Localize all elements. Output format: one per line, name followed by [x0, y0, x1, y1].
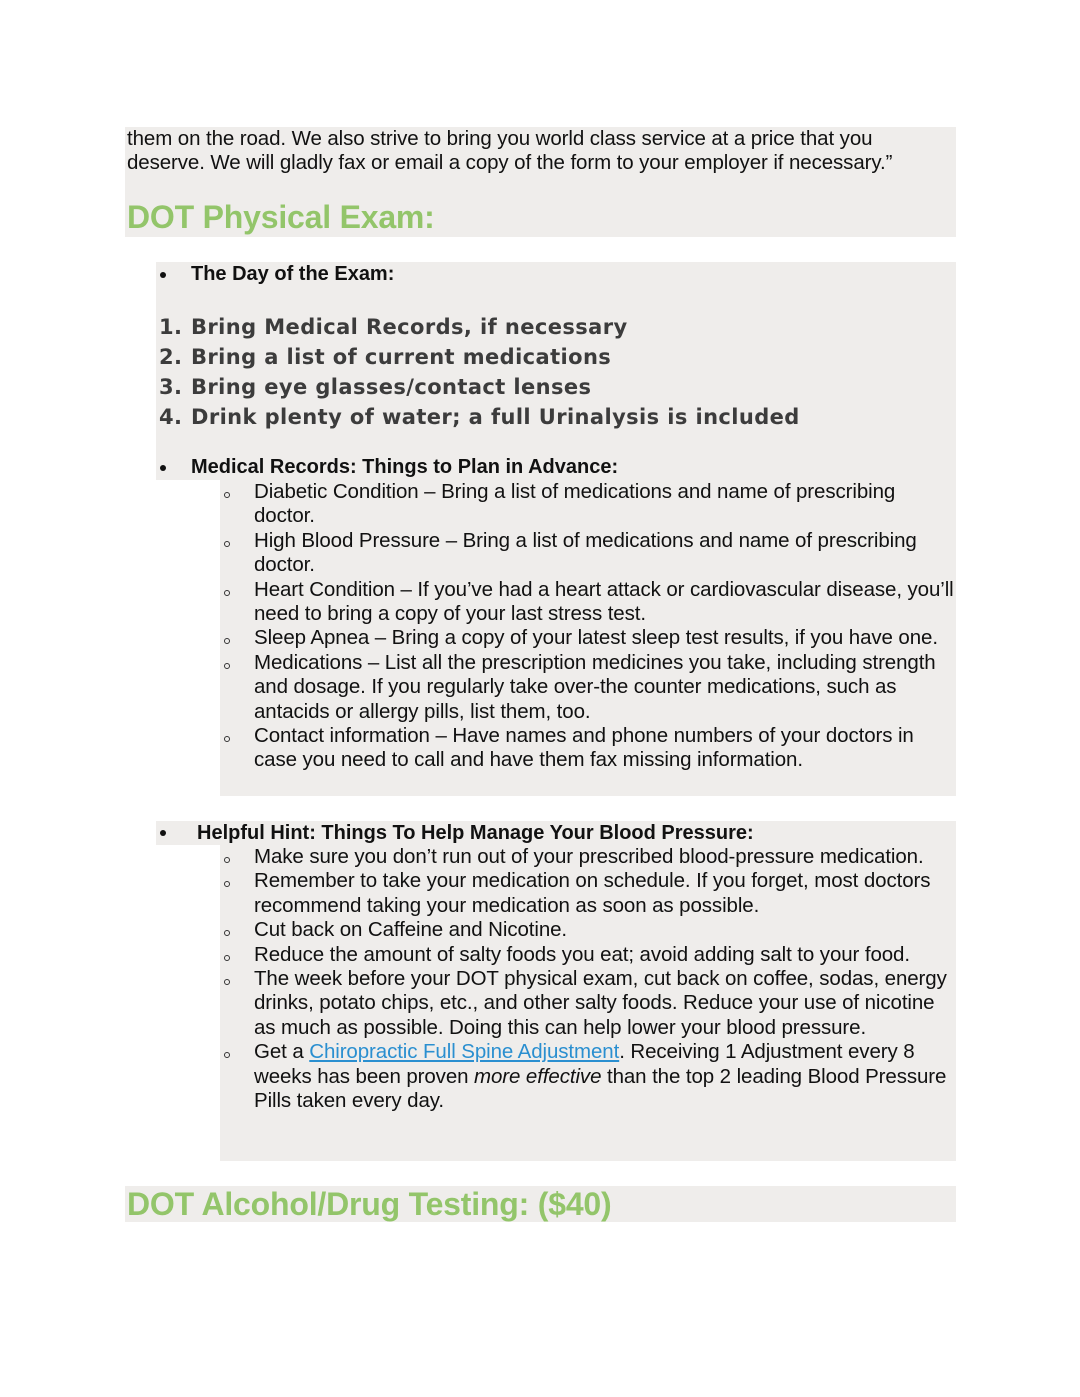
list-item-text: Cut back on Caffeine and Nicotine. — [254, 918, 568, 942]
list-item — [220, 480, 956, 529]
list-item — [220, 967, 956, 1040]
list-item — [220, 651, 956, 724]
step-number: 1. — [159, 315, 183, 339]
circle-bullet-icon — [224, 663, 230, 669]
circle-bullet-icon — [224, 857, 230, 863]
medical-records-heading: Medical Records: Things to Plan in Advance: — [191, 456, 619, 478]
list-item-text: Reduce the amount of salty foods you eat; avoid adding salt to your food. — [254, 942, 910, 966]
medical-records-list — [220, 480, 956, 796]
list-item — [220, 869, 956, 918]
exam-step — [159, 312, 628, 342]
chiropractic-adjustment-link[interactable]: Chiropractic Full Spine Adjustment — [309, 1040, 620, 1064]
list-item-text: High Blood Pressure – Bring a list of medications and name of prescribing doctor. — [254, 528, 917, 577]
circle-bullet-icon — [224, 955, 230, 961]
circle-bullet-icon — [224, 979, 230, 985]
step-number: 2. — [159, 345, 183, 369]
bullet-icon — [160, 272, 166, 278]
day-of-exam-heading: The Day of the Exam: — [191, 263, 395, 285]
list-item-text: Make sure you don’t run out of your prescribed blood-pressure medication. — [254, 845, 924, 868]
intro-text: them on the road. We also strive to bring you world class service at a price that you deserve. We will gladly fax or email a copy of the form to your employer if necessary.” — [127, 127, 893, 174]
list-item — [220, 626, 956, 650]
step-number: 3. — [159, 375, 183, 399]
list-item — [220, 943, 956, 967]
exam-step — [159, 342, 611, 372]
circle-bullet-icon — [224, 930, 230, 936]
circle-bullet-icon — [224, 736, 230, 742]
drug-testing-section — [125, 1186, 956, 1222]
emphasis-text: more effective — [474, 1064, 602, 1088]
step-text: Bring a list of current medications — [191, 345, 612, 369]
list-item — [220, 1040, 956, 1113]
list-item-text: Heart Condition – If you’ve had a heart attack or cardiovascular disease, you’ll need to bring a copy of your last stress test. — [254, 577, 954, 626]
list-item-text: . Receiving 1 Adjustment every 8 weeks has been proven — [254, 1040, 915, 1088]
drug-testing-heading: DOT Alcohol/Drug Testing: ($40) — [127, 1186, 612, 1222]
physical-exam-heading: DOT Physical Exam: — [127, 199, 435, 235]
circle-bullet-icon — [224, 590, 230, 596]
list-item-text: than the top 2 leading Blood Pressure Pills taken every day. — [254, 1064, 947, 1113]
helpful-hint-list — [220, 845, 956, 1161]
circle-bullet-icon — [224, 492, 230, 498]
helpful-hint-heading: Helpful Hint: Things To Help Manage Your Blood Pressure: — [197, 822, 754, 844]
exam-step — [159, 402, 800, 432]
list-item — [220, 578, 956, 627]
list-item — [220, 529, 956, 578]
list-item — [220, 724, 956, 773]
list-item-text: Contact information – Have names and phone numbers of your doctors in case you need to call and have them fax missing information. — [254, 724, 914, 772]
step-text: Bring Medical Records, if necessary — [191, 315, 628, 339]
circle-bullet-icon — [224, 541, 230, 547]
list-item-text: The week before your DOT physical exam, cut back on coffee, sodas, energy drinks, potato chips, etc., and other salty foods. Reduce your use of nicotine as much as possible. Doing this can help lower your blood pressure. — [254, 967, 947, 1039]
circle-bullet-icon — [224, 1052, 230, 1058]
list-item-text: Diabetic Condition – Bring a list of medications and name of prescribing doctor. — [254, 480, 896, 528]
list-item — [220, 845, 956, 869]
circle-bullet-icon — [224, 638, 230, 644]
list-item-text: Get a — [254, 1040, 310, 1064]
list-item-text: Medications – List all the prescription medicines you take, including strength and dosage. If you regularly take over-the counter medications, such as antacids or allergy pills, list them, too. — [254, 650, 936, 723]
bullet-icon — [160, 465, 166, 471]
circle-bullet-icon — [224, 881, 230, 887]
step-number: 4. — [159, 405, 183, 429]
intro-section — [125, 127, 956, 237]
list-item-text: Sleep Apnea – Bring a copy of your latest sleep test results, if you have one. — [254, 626, 938, 650]
list-item-text: Remember to take your medication on schedule. If you forget, most doctors recommend taking your medication as soon as possible. — [254, 869, 931, 917]
list-item — [220, 918, 956, 942]
step-text: Drink plenty of water; a full Urinalysis is included — [191, 405, 800, 429]
exam-step — [159, 372, 591, 402]
bullet-icon — [160, 830, 166, 836]
step-text: Bring eye glasses/contact lenses — [191, 375, 592, 399]
